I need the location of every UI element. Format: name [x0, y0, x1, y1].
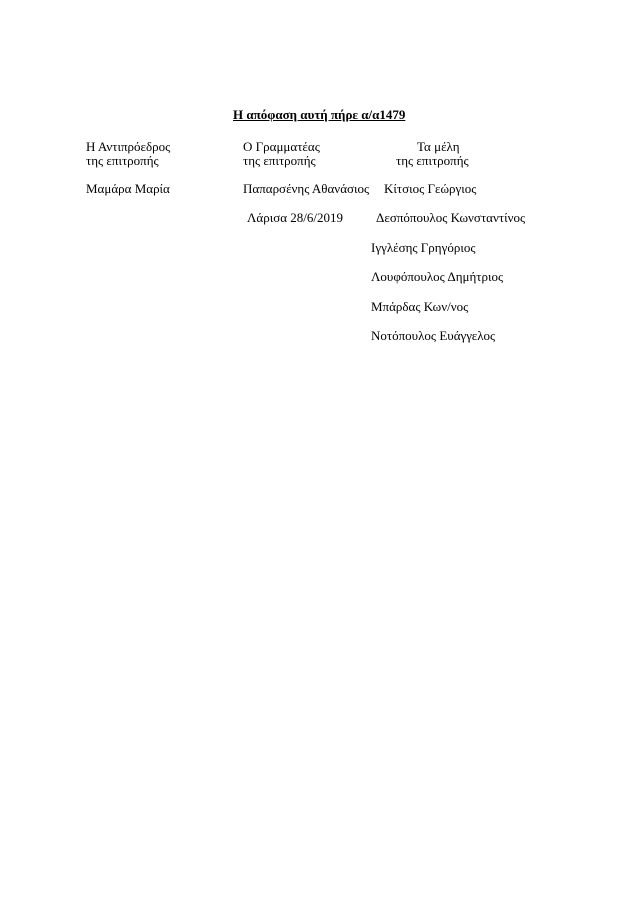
- member-name: Κίτσιος Γεώργιος: [384, 181, 477, 196]
- vice-chair-name: Μαμάρα Μαρία: [86, 181, 170, 196]
- members-role: Τα μέλη: [417, 139, 460, 154]
- member-name: Νοτόπουλος Ευάγγελος: [371, 328, 496, 343]
- members-committee: της επιτροπής: [396, 153, 469, 168]
- decision-title: Η απόφαση αυτή πήρε α/α1479: [233, 107, 406, 122]
- vice-chair-committee: της επιτροπής: [86, 153, 159, 168]
- member-name: Λουφόπουλος Δημήτριος: [371, 269, 504, 284]
- member-name: Ιγγλέσης Γρηγόριος: [371, 240, 476, 255]
- secretary-role: Ο Γραμματέας: [243, 139, 320, 154]
- place-date: Λάρισα 28/6/2019: [247, 210, 344, 225]
- secretary-name: Παπαρσένης Αθανάσιος: [243, 181, 370, 196]
- secretary-committee: της επιτροπής: [243, 153, 316, 168]
- vice-chair-role: Η Αντιπρόεδρος: [86, 139, 171, 154]
- member-name: Δεσπόπουλος Κωνσταντίνος: [376, 210, 526, 225]
- member-name: Μπάρδας Κων/νος: [371, 299, 469, 314]
